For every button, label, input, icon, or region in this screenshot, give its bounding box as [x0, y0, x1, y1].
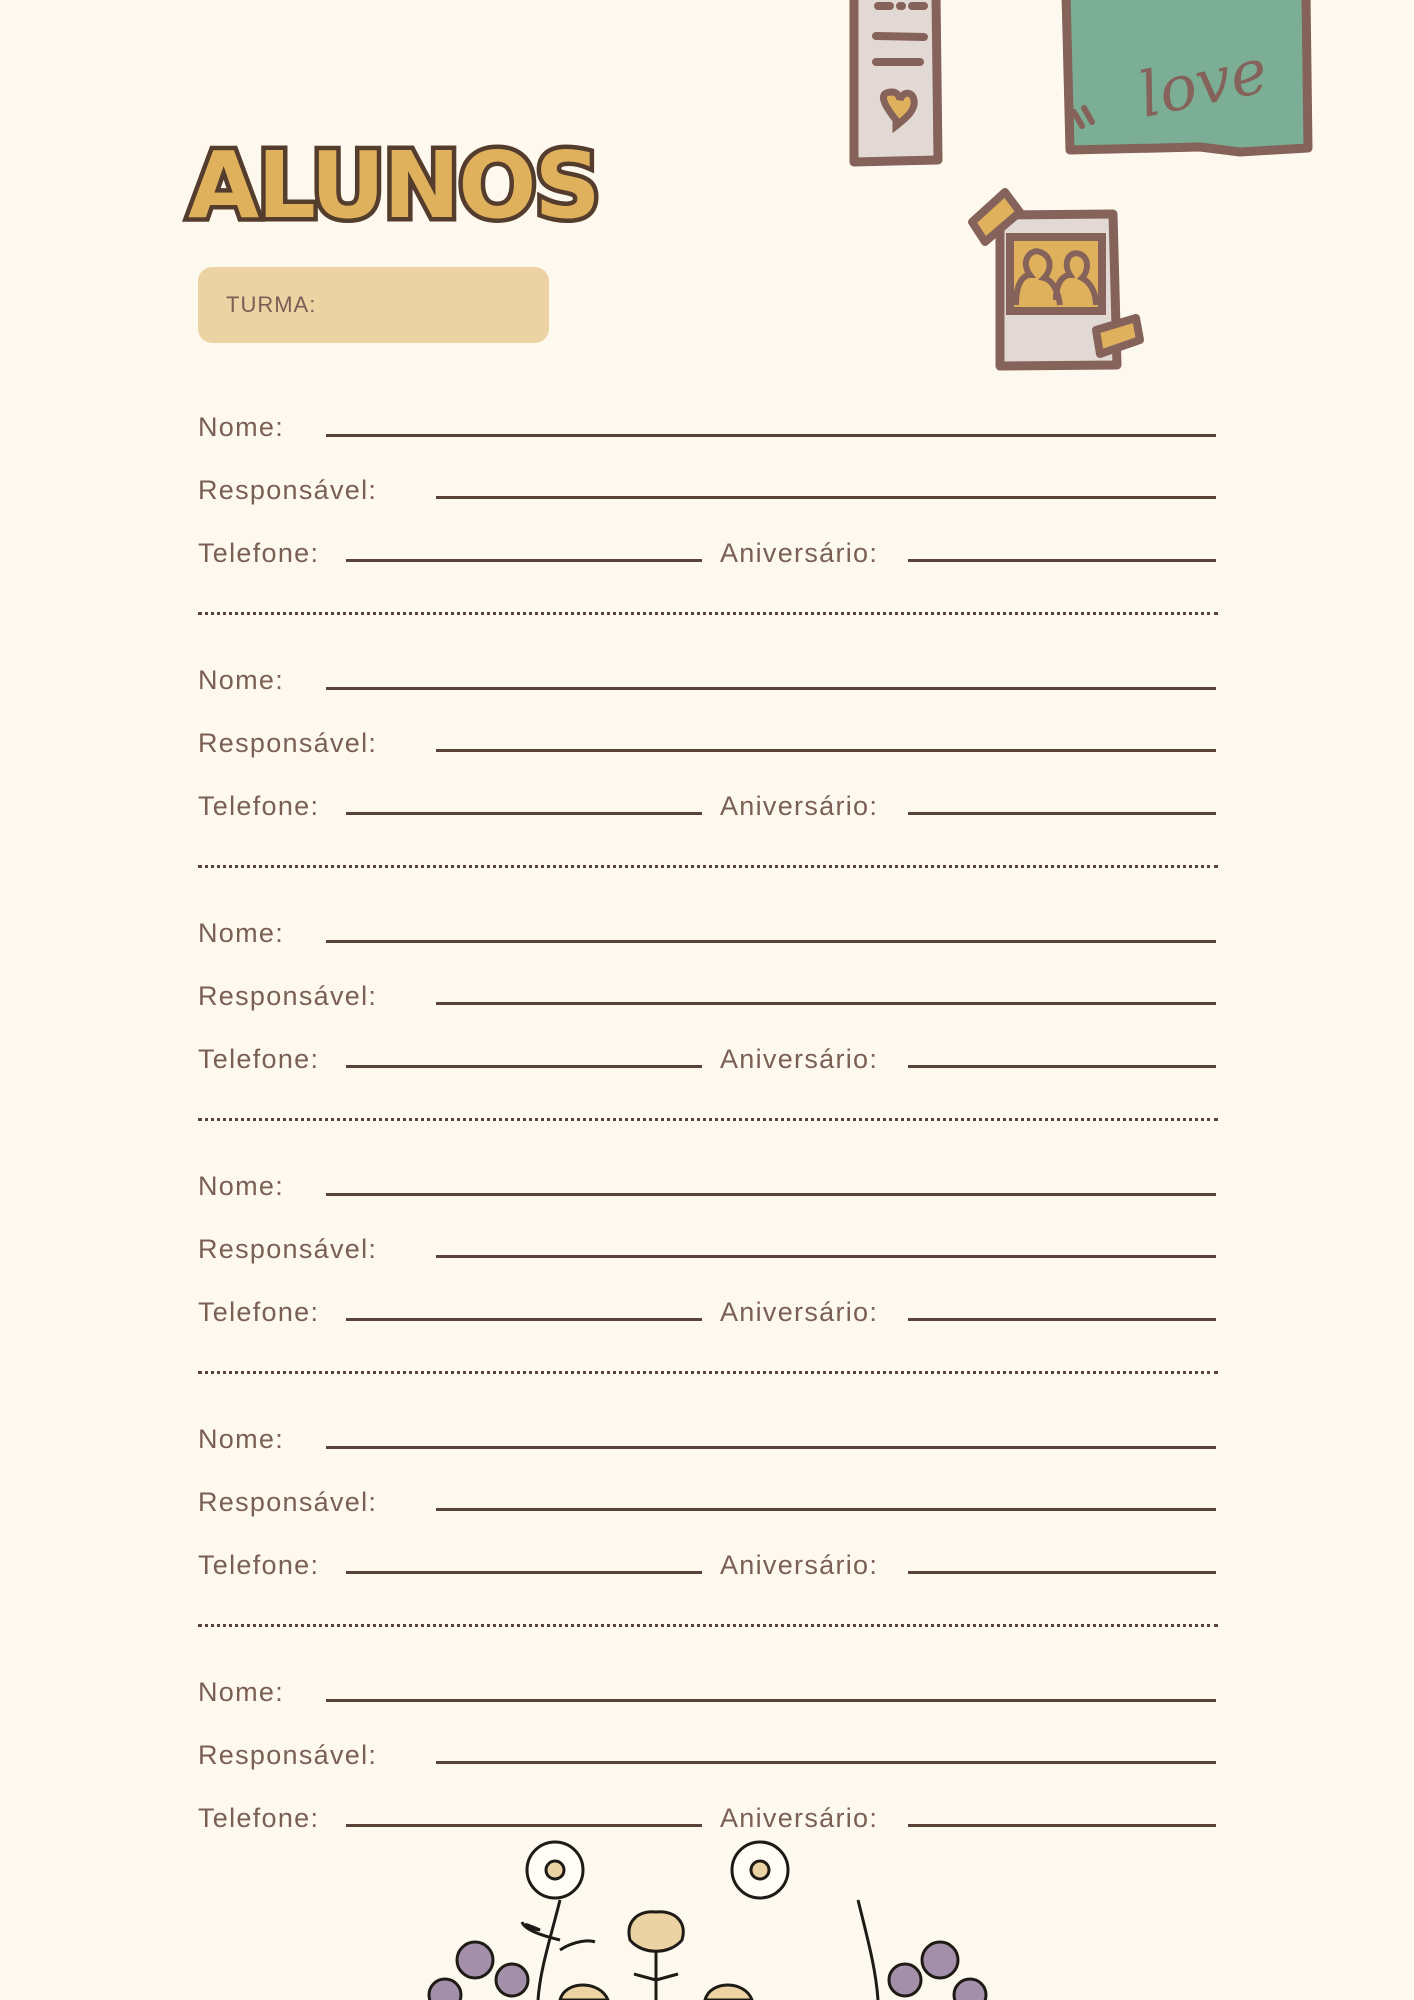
responsavel-line[interactable]: [436, 1255, 1216, 1258]
turma-field[interactable]: [198, 267, 549, 343]
responsavel-label: Responsável:: [198, 981, 378, 1011]
nome-line[interactable]: [326, 434, 1216, 437]
responsavel-label: Responsável:: [198, 728, 378, 758]
aniversario-label: Aniversário:: [720, 1297, 879, 1327]
nome-label: Nome:: [198, 1171, 285, 1201]
turma-label: TURMA:: [226, 292, 317, 317]
responsavel-label: Responsável:: [198, 1740, 378, 1770]
telefone-line[interactable]: [346, 1065, 702, 1068]
responsavel-label: Responsável:: [198, 475, 378, 505]
aniversario-label: Aniversário:: [720, 1803, 879, 1833]
nome-line[interactable]: [326, 1446, 1216, 1449]
student-entry: [198, 1412, 1218, 1632]
green-note-icon: [1066, 0, 1308, 152]
nome-line[interactable]: [326, 1193, 1216, 1196]
divider: [198, 1371, 1218, 1374]
divider: [198, 1624, 1218, 1627]
flowers-illustration: [400, 1840, 1020, 2000]
student-entry: [198, 653, 1218, 873]
yellow-flower: [629, 1912, 683, 1952]
telefone-label: Telefone:: [198, 1550, 320, 1580]
divider: [198, 1118, 1218, 1121]
aniversario-line[interactable]: [908, 559, 1216, 562]
responsavel-label: Responsável:: [198, 1487, 378, 1517]
page-title: ALUNOS: [188, 132, 599, 239]
responsavel-line[interactable]: [436, 1508, 1216, 1511]
aniversario-line[interactable]: [908, 1065, 1216, 1068]
telefone-label: Telefone:: [198, 1803, 320, 1833]
student-entry: [198, 906, 1218, 1126]
responsavel-line[interactable]: [436, 1002, 1216, 1005]
nome-line[interactable]: [326, 687, 1216, 690]
responsavel-line[interactable]: [436, 1761, 1216, 1764]
nome-label: Nome:: [198, 918, 285, 948]
telefone-label: Telefone:: [198, 791, 320, 821]
aniversario-label: Aniversário:: [720, 791, 879, 821]
aniversario-line[interactable]: [908, 1824, 1216, 1827]
telefone-line[interactable]: [346, 812, 702, 815]
decorations: [820, 0, 1274, 380]
telefone-line[interactable]: [346, 1318, 702, 1321]
telefone-line[interactable]: [346, 559, 702, 562]
bookmark-heart-icon: [854, 0, 938, 162]
nome-line[interactable]: [326, 940, 1216, 943]
student-entry: [198, 400, 1218, 620]
polaroid-photo-icon: [972, 192, 1140, 366]
aniversario-label: Aniversário:: [720, 1044, 879, 1074]
responsavel-line[interactable]: [436, 496, 1216, 499]
telefone-label: Telefone:: [198, 1297, 320, 1327]
telefone-label: Telefone:: [198, 1044, 320, 1074]
note-text: love: [1132, 33, 1274, 132]
aniversario-line[interactable]: [908, 1571, 1216, 1574]
telefone-label: Telefone:: [198, 538, 320, 568]
responsavel-line[interactable]: [436, 749, 1216, 752]
aniversario-label: Aniversário:: [720, 1550, 879, 1580]
aniversario-label: Aniversário:: [720, 538, 879, 568]
nome-line[interactable]: [326, 1699, 1216, 1702]
student-entry: [198, 1159, 1218, 1379]
telefone-line[interactable]: [346, 1571, 702, 1574]
nome-label: Nome:: [198, 412, 285, 442]
nome-label: Nome:: [198, 1424, 285, 1454]
aniversario-line[interactable]: [908, 1318, 1216, 1321]
aniversario-line[interactable]: [908, 812, 1216, 815]
nome-label: Nome:: [198, 665, 285, 695]
nome-label: Nome:: [198, 1677, 285, 1707]
telefone-line[interactable]: [346, 1824, 702, 1827]
divider: [198, 865, 1218, 868]
purple-flower: [457, 1942, 493, 1978]
divider: [198, 612, 1218, 615]
responsavel-label: Responsável:: [198, 1234, 378, 1264]
